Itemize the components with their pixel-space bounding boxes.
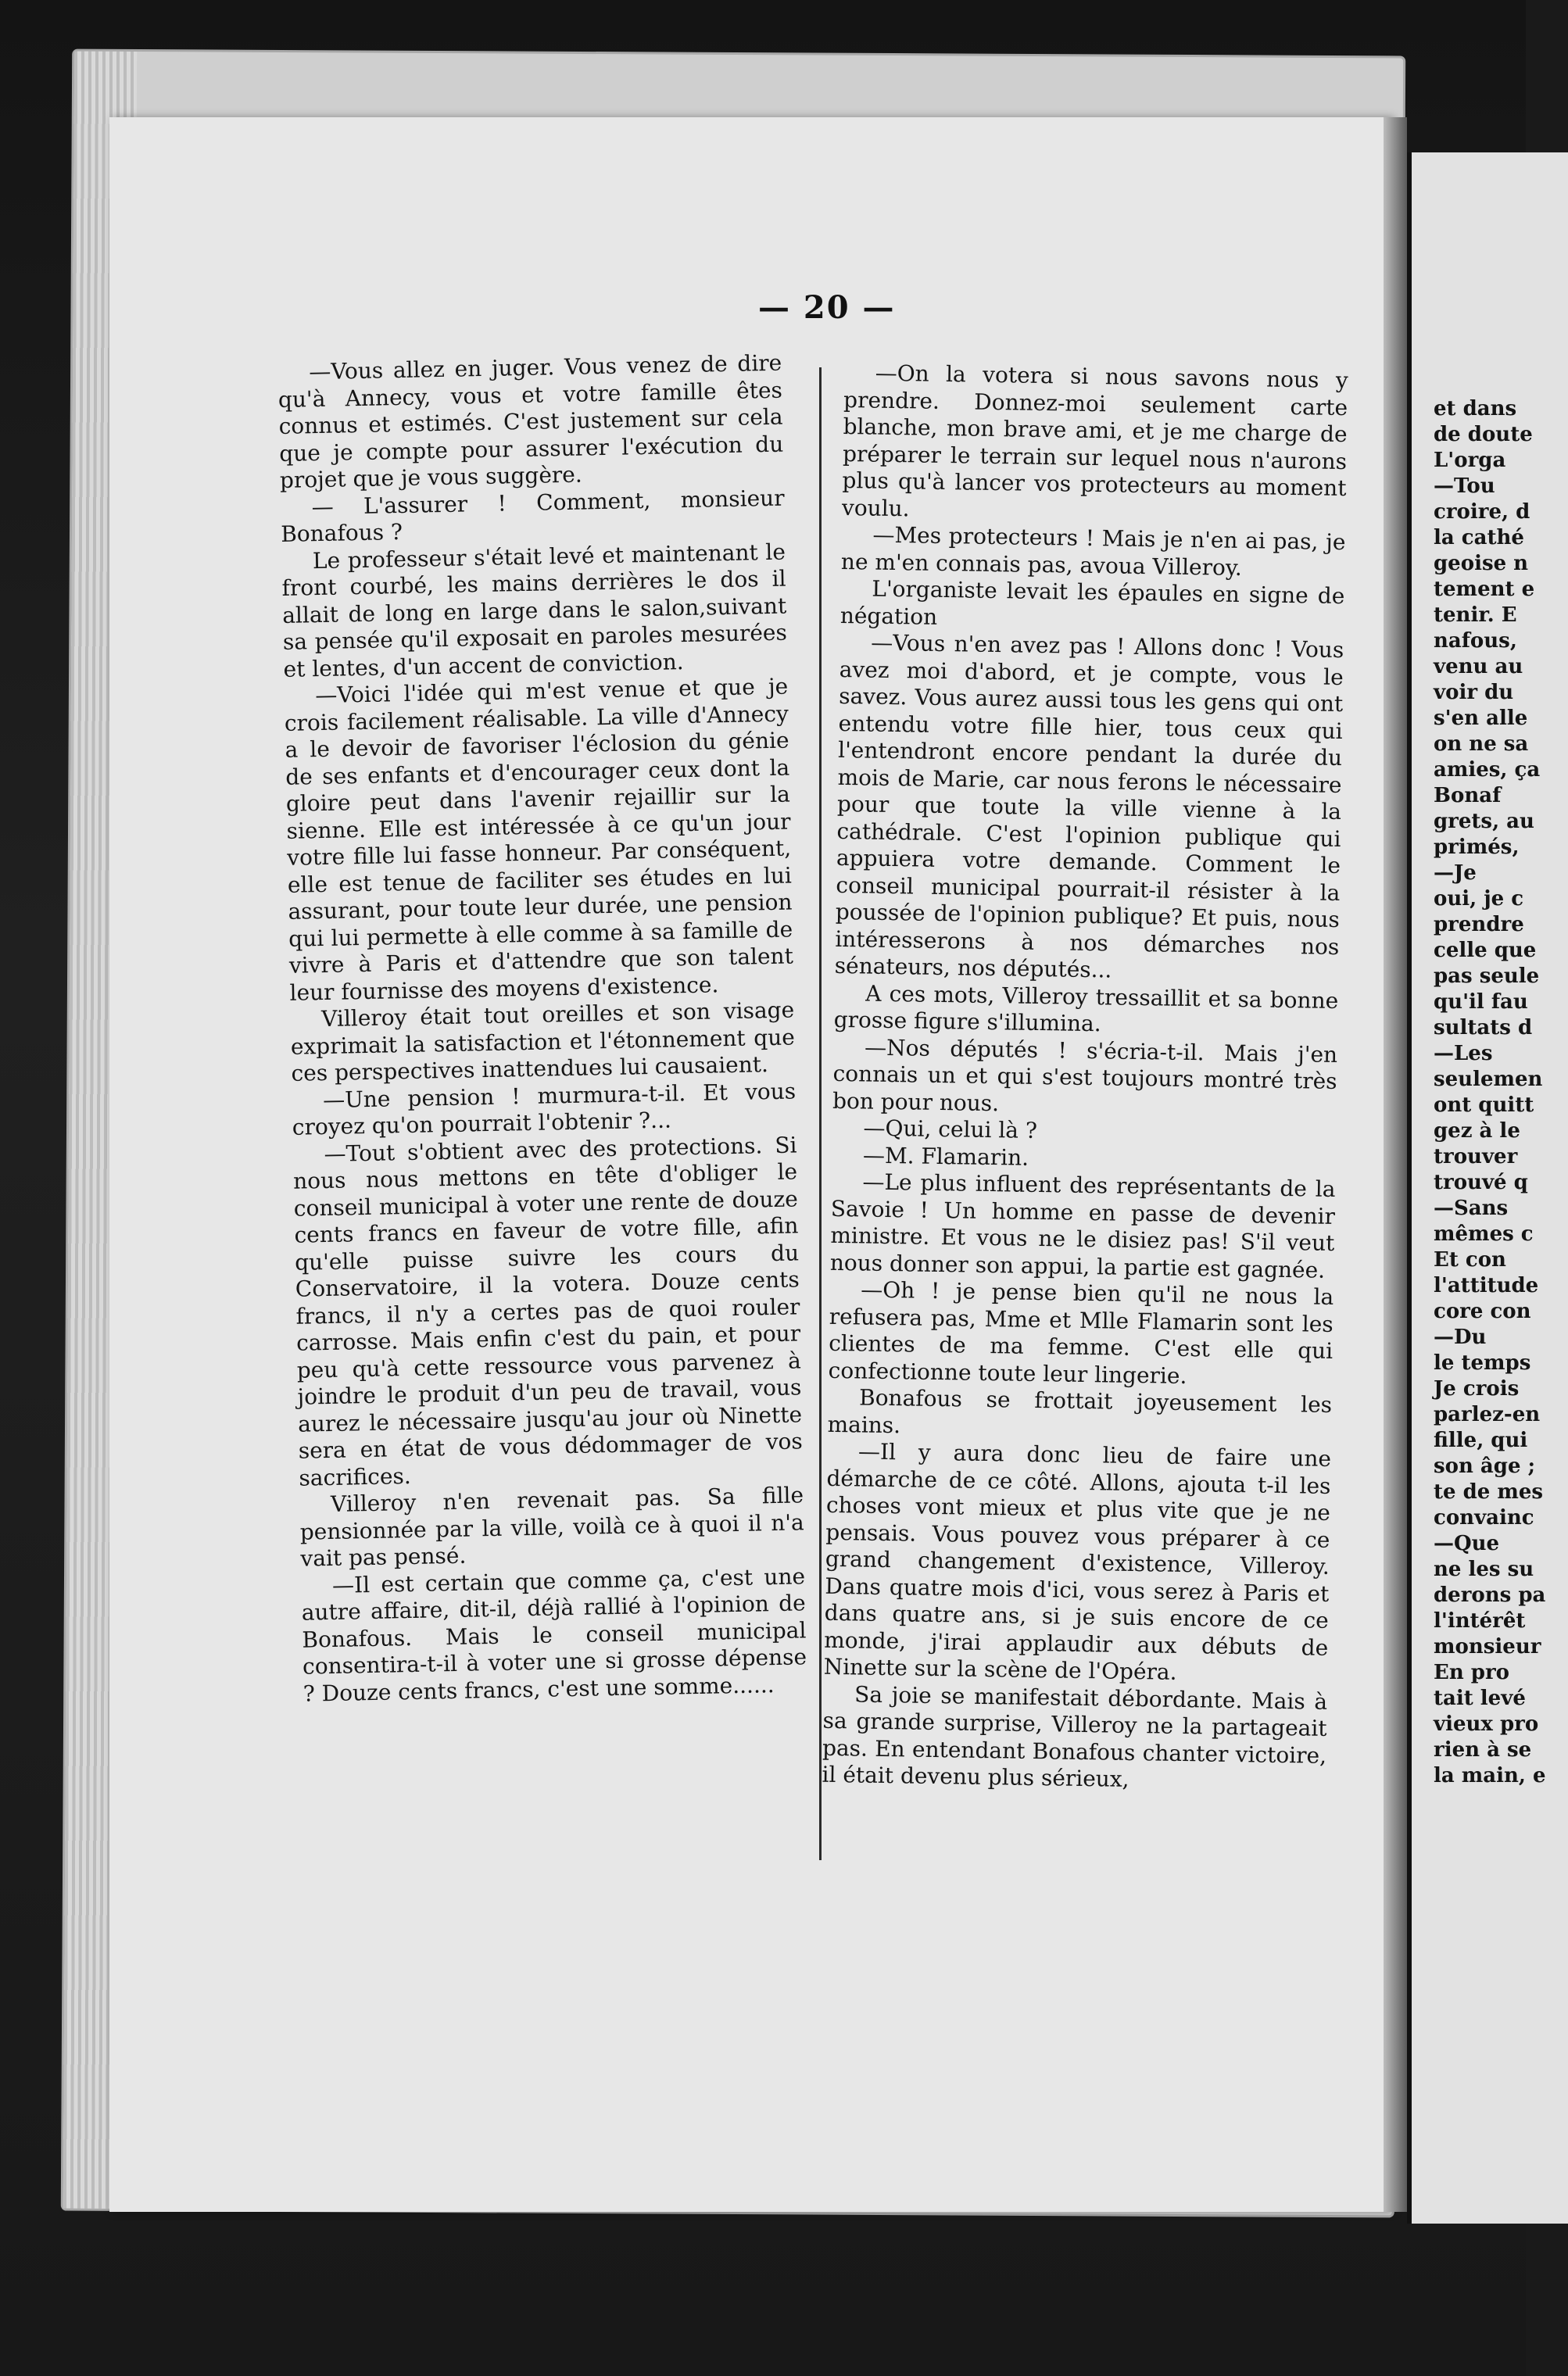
next-page-line: rien à se xyxy=(1434,1738,1532,1762)
paragraph: —Qui, celui là ? xyxy=(863,1115,1038,1143)
next-page-line: sultats d xyxy=(1434,1016,1533,1040)
next-page-line: l'attitude xyxy=(1434,1274,1539,1297)
next-page-line: ont quitt xyxy=(1434,1093,1534,1117)
paragraph: Villeroy était tout oreilles et son visage exprimait la satisfaction et l'étonnement que ces perspectives inattendues lui causaient. xyxy=(290,997,796,1086)
next-page-line: voir du xyxy=(1434,681,1514,704)
next-page-line: l'intérêt xyxy=(1434,1609,1526,1633)
next-page-line: —Je xyxy=(1434,861,1477,885)
paragraph: Le professeur s'était levé et maintenant le front courbé, les mains derrières le dos il allait de long en large dans le salon,suivant sa pensée qu'il exposait en paroles mesurées et lentes, d'un accent de conviction. xyxy=(281,539,788,682)
next-page-line: fille, qui xyxy=(1434,1429,1528,1452)
next-page-line: convainc xyxy=(1434,1506,1534,1530)
next-page-line: trouver xyxy=(1434,1145,1518,1168)
next-page-line: —Tou xyxy=(1434,474,1495,498)
next-page-line: monsieur xyxy=(1434,1635,1541,1659)
next-page-line: la main, e xyxy=(1434,1764,1546,1787)
paragraph: —Il est certain que comme ça, c'est une autre affaire, dit-il, déjà rallié à l'opinion de Bonafous. Mais le conseil municipal consentira-t-il à voter une si grosse dépense ? Douze cents francs, c'est une somme...... xyxy=(301,1562,807,1707)
next-page-line: s'en alle xyxy=(1434,707,1528,730)
next-page-line: tement e xyxy=(1434,578,1535,601)
next-page-edge xyxy=(1407,152,1568,2224)
next-page-line: prendre xyxy=(1434,913,1524,936)
next-page-line: seulemen xyxy=(1434,1068,1543,1091)
paragraph: —Une pension ! murmura-t-il. Et vous croyez qu'on pourrait l'obtenir ?... xyxy=(292,1077,797,1140)
next-page-line: gez à le xyxy=(1434,1119,1520,1143)
next-page-line: Bonaf xyxy=(1434,784,1502,807)
next-page-line: derons pa xyxy=(1434,1583,1546,1607)
paragraph: Villeroy n'en revenait pas. Sa fille pensionnée par la ville, voilà ce à quoi il n'a vait pas pensé. xyxy=(299,1482,804,1572)
next-page-line: la cathé xyxy=(1434,526,1524,549)
next-page-line: core con xyxy=(1434,1300,1531,1323)
next-page-line: tait levé xyxy=(1434,1687,1526,1710)
next-page-line: geoise n xyxy=(1434,552,1529,575)
next-page-line: le temps xyxy=(1434,1351,1531,1375)
left-text-column xyxy=(277,350,807,1708)
next-page-line: de doute xyxy=(1434,423,1533,446)
next-page-line: primés, xyxy=(1434,836,1520,859)
next-page-line: qu'il fau xyxy=(1434,990,1528,1014)
paragraph: —Il y aura donc lieu de faire une démarche de ce côté. Allons, ajouta t-il les choses vont mieux et plus vite que je ne pensais. Vous pouvez vous préparer à ce grand changement d'existence, Villeroy. Dans quatre mois d'ici, vous serez à Paris et dans quatre ans, si je suis encore de ce monde, j'irai applaudir aux débuts de Ninette sur la scène de l'Opéra. xyxy=(823,1438,1332,1685)
next-page-line: —Sans xyxy=(1434,1197,1509,1220)
page-number: — 20 — xyxy=(758,289,896,326)
next-page-line: —Que xyxy=(1434,1532,1500,1555)
paragraph: —Tout s'obtient avec des protections. Si nous nous mettons en tête d'obliger le conseil municipal à voter une rente de douze cents francs en faveur de votre fille, afin qu'elle puisse suivre les cours du Conservatoire, il la votera. Douze cents francs, il n'y a certes pas de quoi rouler carrosse. Mais enfin c'est du pain, et pour peu qu'à cette ressource vous parvenez à joindre le produit d'un peu de travail, vous aurez le nécessaire jusqu'au jour où Ninette sera en état de vous dédommager de vos sacrifices. xyxy=(292,1131,804,1491)
next-page-line: Je crois xyxy=(1434,1377,1520,1401)
next-page-line: amies, ça xyxy=(1434,758,1541,782)
paragraph: A ces mots, Villeroy tressaillit et sa bonne grosse figure s'illumina. xyxy=(833,980,1339,1037)
column-divider xyxy=(819,367,822,1860)
next-page-lines xyxy=(1412,152,1568,1789)
paragraph: — L'assurer ! Comment, monsieur Bonafous ? xyxy=(280,485,785,547)
next-page-line: venu au xyxy=(1434,655,1523,678)
next-page-line: pas seule xyxy=(1434,964,1540,988)
paragraph: —M. Flamarin. xyxy=(862,1142,1029,1171)
next-page-line: te de mes xyxy=(1434,1480,1544,1504)
paragraph: —Vous n'en avez pas ! Allons donc ! Vous avez moi d'abord, et je compte, vous le savez. Vous aurez aussi tous les gens qui ont entendu votre fille hier, tous ceux qui l'entendront encore pendant la durée du mois de Marie, car nous ferons le nécessaire pour que toute la ville vienne à la cathédrale. C'est l'opinion publique qui appuiera votre demande. Comment le conseil municipal pourrait-il résister à la poussée de l'opinion publique? Et puis, nous intéresserons à nos démarches nos sénateurs, nos députés... xyxy=(834,629,1344,983)
paragraph: —Voici l'idée qui m'est venue et que je crois facilement réalisable. La ville d'Annecy a le devoir de favoriser l'éclosion du génie de ses enfants et d'encourager ceux dont la gloire peut dans l'avenir rejaillir sur la sienne. Elle est intéressée à ce qu'un jour votre fille lui fasse honneur. Par conséquent, elle est tenue de faciliter ses études en lui assurant, pour toute leur durée, une pension qui lui permette à elle comme à sa famille de vivre à Paris et d'attendre que son talent leur fournisse des moyens d'existence. xyxy=(284,673,794,1006)
next-page-line: oui, je c xyxy=(1434,887,1524,911)
paragraph: —Le plus influent des représentants de la Savoie ! Un homme en passe de devenir ministre. Et vous ne le disiez pas! S'il veut nous donner son appui, la partie est gagnée. xyxy=(829,1168,1336,1283)
gutter-shadow xyxy=(1384,117,1407,2212)
paragraph: —Oh ! je pense bien qu'il ne nous la refusera pas, Mme et Mlle Flamarin sont les clientes de ma femme. C'est elle qui confectionne toute leur lingerie. xyxy=(828,1276,1334,1389)
next-page-line: trouvé q xyxy=(1434,1171,1528,1194)
paragraph: —Nos députés ! s'écria-t-il. Mais j'en connais un et qui s'est toujours montré très bon pour nous. xyxy=(832,1034,1338,1116)
next-page-line: —Du xyxy=(1434,1326,1487,1349)
paragraph: Sa joie se manifestait débordante. Mais à sa grande surprise, Villeroy ne la partageait pas. En entendant Bonafous chanter victoire, il était devenu plus sérieux, xyxy=(822,1680,1328,1792)
next-page-line: nafous, xyxy=(1434,629,1517,653)
next-page-line: En pro xyxy=(1434,1661,1509,1684)
next-page-line: tenir. E xyxy=(1434,603,1517,627)
next-page-line: L'orga xyxy=(1434,449,1506,472)
next-page-line: on ne sa xyxy=(1434,732,1529,756)
paragraph: —On la votera si nous savons nous y prendre. Donnez-moi seulement carte blanche, mon brave ami, et je me charge de préparer le terrain sur lequel nous n'aurons plus qu'à lancer vos protecteurs au moment voulu. xyxy=(841,360,1348,521)
paragraph: —Vous allez en juger. Vous venez de dire qu'à Annecy, vous et votre famille êtes connus et estimés. C'est justement sur cela que je compte pour assurer l'exécution du projet que je vous suggère. xyxy=(277,349,784,493)
next-page-line: mêmes c xyxy=(1434,1222,1534,1246)
next-page-line: grets, au xyxy=(1434,810,1534,833)
paragraph: Bonafous se frottait joyeusement les mains. xyxy=(827,1384,1333,1438)
next-page-line: parlez-en xyxy=(1434,1403,1541,1426)
paragraph: L'organiste levait les épaules en signe de négation xyxy=(839,575,1345,630)
next-page-line: ne les su xyxy=(1434,1558,1534,1581)
paragraph: —Mes protecteurs ! Mais je n'en ai pas, je ne m'en connais pas, avoua Villeroy. xyxy=(840,521,1346,581)
next-page-line: et dans xyxy=(1434,397,1517,420)
next-page-line: son âge ; xyxy=(1434,1455,1536,1478)
next-page-line: Et con xyxy=(1434,1248,1506,1272)
next-page-line: vieux pro xyxy=(1434,1712,1539,1736)
next-page-line: celle que xyxy=(1434,939,1537,962)
next-page-line: —Les xyxy=(1434,1042,1493,1065)
right-text-column xyxy=(822,360,1348,1796)
next-page-line: croire, d xyxy=(1434,500,1530,524)
